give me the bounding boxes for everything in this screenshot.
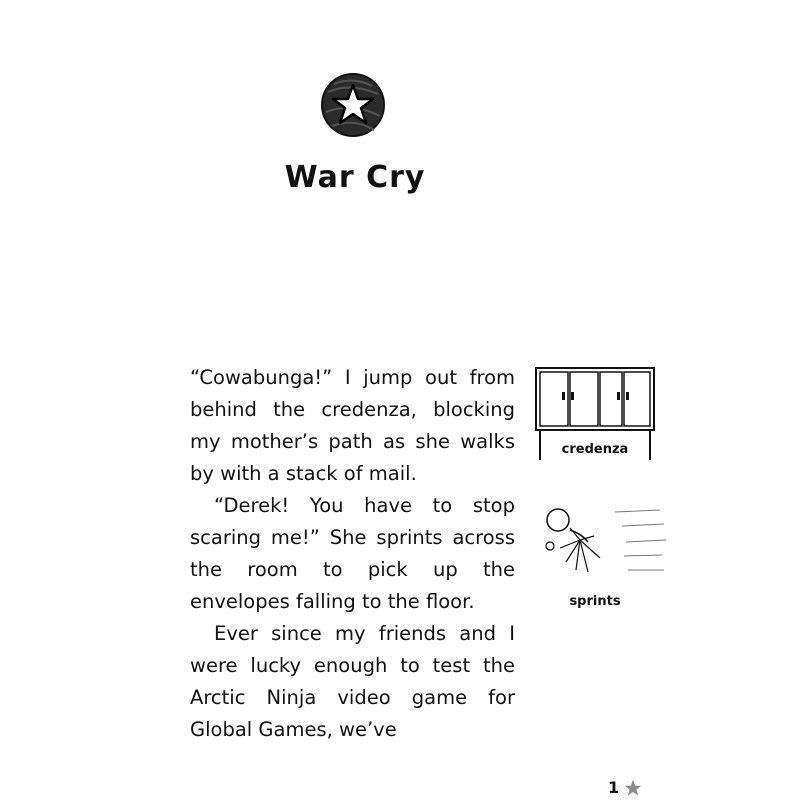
paragraph: “Derek! You have to stop scaring me!” She sprints across the room to pick up the envelopes falling to the floor. — [190, 494, 515, 613]
body-text — [190, 362, 515, 746]
chapter-title: War Cry — [284, 160, 426, 195]
sprints-caption: sprints — [569, 594, 621, 609]
star-icon — [624, 779, 642, 797]
paragraph: Ever since my friends and I were lucky enough to test the Arctic Ninja video game for Global Games, we’ve — [190, 622, 515, 741]
paragraph: “Cowabunga!” I jump out from behind the credenza, blocking my mother’s path as she walks by with a stack of mail. — [190, 366, 515, 485]
sprinting-figure-illustration — [530, 500, 670, 585]
page-number: 1 — [608, 778, 620, 797]
credenza-caption: credenza — [561, 442, 629, 457]
star-badge-icon — [320, 72, 386, 138]
